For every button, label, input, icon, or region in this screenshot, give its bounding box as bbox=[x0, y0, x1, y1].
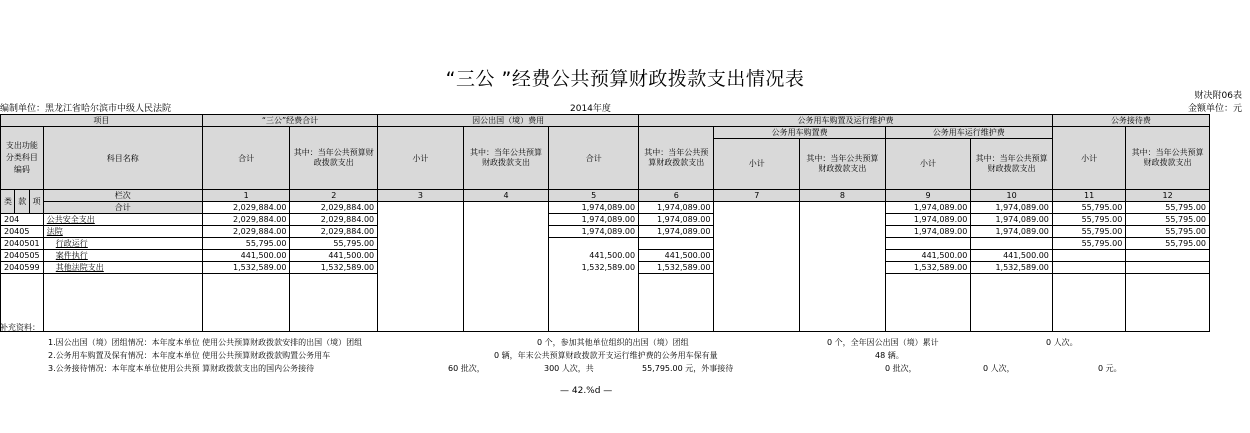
cell-empty bbox=[463, 274, 549, 332]
cell-value bbox=[1126, 250, 1210, 262]
cell-value bbox=[1126, 262, 1210, 274]
col-number: 6 bbox=[639, 190, 714, 202]
header-total: 合计 bbox=[202, 127, 290, 190]
cell-value bbox=[1052, 250, 1125, 262]
cell-value: 1,532,589.00 bbox=[639, 262, 714, 274]
cell-empty bbox=[800, 238, 886, 250]
table-row bbox=[1, 226, 1210, 238]
cell-name[interactable]: 行政运行 bbox=[43, 238, 202, 250]
note-line-1c: 0 个，全年因公出国（境）累计 bbox=[827, 338, 939, 347]
cell-empty bbox=[714, 250, 800, 262]
header-abroad: 因公出国（境）费用 bbox=[378, 115, 639, 127]
column-number-row bbox=[1, 190, 1210, 202]
cell-empty bbox=[290, 274, 378, 332]
header-lei: 类 bbox=[1, 190, 15, 214]
cell-value bbox=[549, 238, 639, 250]
col-number: 10 bbox=[971, 190, 1053, 202]
header-total-ofwhich: 其中：当年公共预算财政拨款支出 bbox=[290, 127, 378, 190]
header-row-1 bbox=[1, 115, 1210, 127]
note-line-2c: 48 辆。 bbox=[875, 351, 904, 360]
cell-value: 1,974,089.00 bbox=[639, 226, 714, 238]
cell-value bbox=[971, 238, 1053, 250]
cell-value: 1,974,089.00 bbox=[549, 202, 639, 214]
header-reception-ofwhich: 其中：当年公共预算财政拨款支出 bbox=[1126, 127, 1210, 190]
note-line-3c: 300 人次，共 bbox=[544, 364, 594, 373]
table-row-total bbox=[1, 202, 1210, 214]
col-number: 2 bbox=[290, 190, 378, 202]
header-xiang: 项 bbox=[29, 190, 43, 214]
cell-value: 441,500.00 bbox=[971, 250, 1053, 262]
cell-value: 2,029,884.00 bbox=[290, 202, 378, 214]
reporting-unit: 编制单位：黑龙江省哈尔滨市中级人民法院 bbox=[0, 104, 172, 114]
header-row-2 bbox=[1, 127, 1210, 139]
cell-name[interactable]: 案件执行 bbox=[43, 250, 202, 262]
cell-name[interactable]: 公共安全支出 bbox=[43, 214, 202, 226]
cell-value: 1,532,589.00 bbox=[202, 262, 290, 274]
cell-empty bbox=[378, 250, 464, 262]
cell-empty bbox=[800, 262, 886, 274]
cell-code: 2040501 bbox=[1, 238, 44, 250]
header-car-buy-subtotal: 小计 bbox=[714, 139, 800, 190]
cell-value: 55,795.00 bbox=[1126, 202, 1210, 214]
cell-value: 55,795.00 bbox=[1126, 214, 1210, 226]
cell-value: 1,532,589.00 bbox=[290, 262, 378, 274]
header-car-buy: 公务用车购置费 bbox=[714, 127, 885, 139]
cell-value: 2,029,884.00 bbox=[202, 202, 290, 214]
col-number: 1 bbox=[202, 190, 290, 202]
cell-value: 1,974,089.00 bbox=[885, 214, 971, 226]
cell-value: 1,974,089.00 bbox=[971, 226, 1053, 238]
note-line-2a: 2.公务用车购置及保有情况：本年度本单位 使用公共预算财政拨款购置公务用车 bbox=[48, 351, 331, 360]
header-car-ofwhich: 其中：当年公共预算财政拨款支出 bbox=[639, 127, 714, 190]
cell-empty bbox=[463, 202, 549, 214]
cell-empty bbox=[714, 214, 800, 226]
cell-value: 2,029,884.00 bbox=[290, 226, 378, 238]
cell-value: 1,974,089.00 bbox=[885, 202, 971, 214]
header-abroad-ofwhich: 其中：当年公共预算财政拨款支出 bbox=[463, 127, 549, 190]
table-row bbox=[1, 238, 1210, 250]
expense-table bbox=[0, 114, 1210, 332]
cell-value: 55,795.00 bbox=[290, 238, 378, 250]
cell-empty bbox=[885, 274, 971, 332]
cell-value: 441,500.00 bbox=[290, 250, 378, 262]
amount-unit: 金额单位：元 bbox=[1187, 104, 1242, 114]
cell-value: 55,795.00 bbox=[202, 238, 290, 250]
cell-empty bbox=[202, 274, 290, 332]
col-number: 9 bbox=[885, 190, 971, 202]
note-line-3e: 0 批次， bbox=[885, 364, 917, 373]
cell-empty bbox=[714, 274, 800, 332]
header-project: 项目 bbox=[1, 115, 203, 127]
cell-empty bbox=[463, 250, 549, 262]
cell-empty bbox=[549, 274, 639, 332]
col-number: 4 bbox=[463, 190, 549, 202]
header-abroad-subtotal: 小计 bbox=[378, 127, 464, 190]
header-reception: 公务接待费 bbox=[1052, 115, 1209, 127]
cell-value: 1,974,089.00 bbox=[639, 202, 714, 214]
cell-empty bbox=[43, 274, 202, 332]
header-car-run: 公务用车运行维护费 bbox=[885, 127, 1052, 139]
report-title: “三公 ”经费公共预算财政拨款支出情况表 bbox=[445, 68, 805, 90]
col-number: 11 bbox=[1052, 190, 1125, 202]
header-kuan: 款 bbox=[15, 190, 29, 214]
cell-empty bbox=[463, 238, 549, 250]
cell-empty bbox=[1126, 274, 1210, 332]
header-code: 支出功能分类科目编码 bbox=[1, 127, 44, 190]
header-car: 公务用车购置及运行维护费 bbox=[639, 115, 1053, 127]
note-line-2b: 0 辆，年末公共预算财政拨款开支运行维护费的公务用车保有量 bbox=[494, 351, 718, 360]
cell-value: 1,974,089.00 bbox=[971, 202, 1053, 214]
cell-value: 2,029,884.00 bbox=[290, 214, 378, 226]
cell-value: 1,532,589.00 bbox=[549, 262, 639, 274]
cell-value: 1,974,089.00 bbox=[549, 226, 639, 238]
cell-empty bbox=[800, 202, 886, 214]
cell-value: 441,500.00 bbox=[639, 250, 714, 262]
cell-empty bbox=[378, 226, 464, 238]
cell-value bbox=[885, 238, 971, 250]
header-reception-subtotal: 小计 bbox=[1052, 127, 1125, 190]
cell-code: 204 bbox=[1, 214, 44, 226]
cell-empty bbox=[714, 238, 800, 250]
cell-value: 441,500.00 bbox=[885, 250, 971, 262]
cell-empty bbox=[714, 202, 800, 214]
table-row bbox=[1, 250, 1210, 262]
header-name: 科目名称 bbox=[43, 127, 202, 190]
header-car-run-ofwhich: 其中：当年公共预算财政拨款支出 bbox=[971, 139, 1053, 190]
cell-value: 1,974,089.00 bbox=[549, 214, 639, 226]
note-line-1d: 0 人次。 bbox=[1046, 338, 1078, 347]
cell-empty bbox=[378, 262, 464, 274]
cell-empty bbox=[800, 250, 886, 262]
report-year: 2014年度 bbox=[570, 104, 611, 114]
cell-empty bbox=[639, 274, 714, 332]
cell-value: 441,500.00 bbox=[202, 250, 290, 262]
form-number: 财决附06表 bbox=[1194, 91, 1242, 101]
cell-value: 441,500.00 bbox=[549, 250, 639, 262]
cell-code: 20405 bbox=[1, 226, 44, 238]
notes-label: 补充资料： bbox=[0, 323, 40, 332]
cell-value: 55,795.00 bbox=[1052, 214, 1125, 226]
cell-name[interactable]: 法院 bbox=[43, 226, 202, 238]
cell-empty bbox=[800, 214, 886, 226]
note-line-3g: 0 元。 bbox=[1098, 364, 1122, 373]
note-line-3a: 3.公务接待情况：本年度本单位使用公共预 算财政拨款支出的国内公务接待 bbox=[48, 364, 315, 373]
col-number: 7 bbox=[714, 190, 800, 202]
col-number: 8 bbox=[800, 190, 886, 202]
header-car-run-subtotal: 小计 bbox=[885, 139, 971, 190]
note-line-1a: 1.因公出国（境）团组情况：本年度本单位 使用公共预算财政拨款安排的出国（境）团组 bbox=[48, 338, 363, 347]
cell-value: 55,795.00 bbox=[1126, 226, 1210, 238]
page-number: — 42.%d — bbox=[560, 386, 613, 396]
col-number: 12 bbox=[1126, 190, 1210, 202]
header-car-buy-ofwhich: 其中：当年公共预算财政拨款支出 bbox=[800, 139, 886, 190]
note-line-1b: 0 个，参加其他单位组织的出国（境）团组 bbox=[537, 338, 689, 347]
note-line-3f: 0 人次， bbox=[983, 364, 1015, 373]
cell-code: 2040599 bbox=[1, 262, 44, 274]
cell-empty bbox=[378, 238, 464, 250]
table-row-blank bbox=[1, 274, 1210, 332]
note-line-3b: 60 批次， bbox=[448, 364, 485, 373]
cell-name[interactable]: 其他法院支出 bbox=[43, 262, 202, 274]
header-car-total: 合计 bbox=[549, 127, 639, 190]
cell-empty bbox=[971, 274, 1053, 332]
cell-value bbox=[639, 238, 714, 250]
col-number: 3 bbox=[378, 190, 464, 202]
cell-value bbox=[1052, 262, 1125, 274]
cell-empty bbox=[800, 226, 886, 238]
cell-empty bbox=[463, 226, 549, 238]
cell-empty bbox=[378, 274, 464, 332]
table-row bbox=[1, 214, 1210, 226]
cell-value: 1,974,089.00 bbox=[639, 214, 714, 226]
cell-value: 1,532,589.00 bbox=[971, 262, 1053, 274]
cell-empty bbox=[714, 226, 800, 238]
cell-value: 55,795.00 bbox=[1052, 226, 1125, 238]
cell-value: 1,532,589.00 bbox=[885, 262, 971, 274]
cell-name: 合计 bbox=[43, 202, 202, 214]
table-row bbox=[1, 262, 1210, 274]
cell-empty bbox=[378, 214, 464, 226]
cell-empty bbox=[800, 274, 886, 332]
cell-empty bbox=[463, 214, 549, 226]
cell-value: 2,029,884.00 bbox=[202, 226, 290, 238]
cell-value: 55,795.00 bbox=[1052, 202, 1125, 214]
cell-value: 2,029,884.00 bbox=[202, 214, 290, 226]
cell-value: 55,795.00 bbox=[1052, 238, 1125, 250]
header-sangong-total: “三公”经费合计 bbox=[202, 115, 377, 127]
cell-value: 1,974,089.00 bbox=[971, 214, 1053, 226]
cell-empty bbox=[714, 262, 800, 274]
cell-empty bbox=[378, 202, 464, 214]
cell-empty bbox=[463, 262, 549, 274]
col-number: 5 bbox=[549, 190, 639, 202]
note-line-3d: 55,795.00 元，外事接待 bbox=[642, 364, 734, 373]
cell-code: 2040505 bbox=[1, 250, 44, 262]
cell-empty bbox=[1052, 274, 1125, 332]
cell-value: 1,974,089.00 bbox=[885, 226, 971, 238]
cell-value: 55,795.00 bbox=[1126, 238, 1210, 250]
header-lanci: 栏次 bbox=[43, 190, 202, 202]
